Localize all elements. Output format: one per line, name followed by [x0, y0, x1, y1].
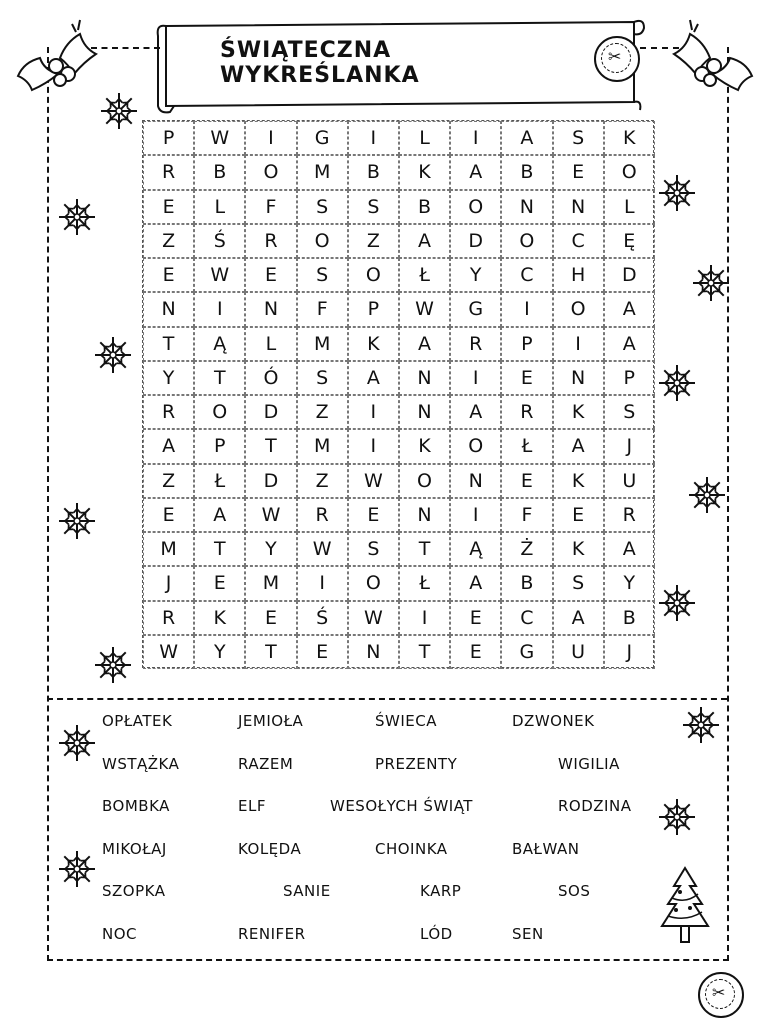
grid-cell: G [501, 635, 552, 669]
grid-cell: O [399, 464, 450, 498]
word-list-item: KOLĘDA [238, 840, 302, 858]
grid-cell: R [143, 155, 194, 189]
grid-cell: O [501, 224, 552, 258]
grid-cell: Ł [399, 258, 450, 292]
grid-cell: Ż [501, 532, 552, 566]
word-list-item: PREZENTY [375, 755, 458, 773]
grid-cell: T [399, 532, 450, 566]
grid-cell: K [399, 155, 450, 189]
grid-cell: W [194, 258, 245, 292]
snowflake-icon [656, 582, 698, 624]
grid-cell: Ł [399, 566, 450, 600]
grid-cell: I [245, 121, 296, 155]
grid-cell: S [604, 395, 655, 429]
grid-cell: E [553, 155, 604, 189]
grid-cell: I [348, 121, 399, 155]
word-list-item: WESOŁYCH ŚWIĄT [330, 797, 473, 815]
word-list-item: BOMBKA [102, 797, 170, 815]
grid-cell: L [604, 190, 655, 224]
grid-cell: K [348, 327, 399, 361]
grid-cell: M [297, 327, 348, 361]
grid-cell: T [245, 635, 296, 669]
grid-cell: E [143, 258, 194, 292]
grid-cell: Ą [194, 327, 245, 361]
grid-cell: N [348, 635, 399, 669]
grid-cell: P [604, 361, 655, 395]
grid-cell: W [297, 532, 348, 566]
grid-cell: J [604, 429, 655, 463]
word-list-item: LÓD [420, 925, 453, 943]
grid-cell: Y [245, 532, 296, 566]
grid-cell: P [348, 292, 399, 326]
grid-cell: N [501, 190, 552, 224]
grid-cell: Z [348, 224, 399, 258]
snowflake-icon [98, 90, 140, 132]
grid-cell: O [450, 429, 501, 463]
grid-cell: Y [194, 635, 245, 669]
word-list-item: ELF [238, 797, 266, 815]
grid-cell: T [143, 327, 194, 361]
word-list-item: CHOINKA [375, 840, 448, 858]
grid-cell: I [348, 429, 399, 463]
grid-cell: L [245, 327, 296, 361]
snowflake-icon [56, 196, 98, 238]
grid-cell: A [399, 224, 450, 258]
grid-cell: M [297, 155, 348, 189]
grid-cell: O [245, 155, 296, 189]
grid-cell: S [297, 258, 348, 292]
grid-cell: Y [143, 361, 194, 395]
grid-cell: C [501, 601, 552, 635]
grid-cell: A [143, 429, 194, 463]
grid-cell: D [245, 395, 296, 429]
grid-cell: A [604, 292, 655, 326]
grid-cell: N [553, 190, 604, 224]
grid-cell: G [450, 292, 501, 326]
grid-cell: A [399, 327, 450, 361]
grid-cell: K [604, 121, 655, 155]
grid-cell: E [501, 361, 552, 395]
grid-cell: I [399, 601, 450, 635]
word-list-item: SOS [558, 882, 591, 900]
grid-cell: A [450, 395, 501, 429]
grid-cell: Ł [501, 429, 552, 463]
grid-cell: Ś [194, 224, 245, 258]
grid-cell: S [553, 566, 604, 600]
grid-cell: E [348, 498, 399, 532]
grid-cell: T [194, 361, 245, 395]
grid-cell: E [245, 258, 296, 292]
snowflake-icon [686, 474, 728, 516]
grid-cell: F [245, 190, 296, 224]
grid-cell: F [297, 292, 348, 326]
grid-cell: N [450, 464, 501, 498]
grid-cell: T [399, 635, 450, 669]
grid-cell: R [604, 498, 655, 532]
grid-cell: I [450, 121, 501, 155]
grid-cell: C [553, 224, 604, 258]
word-list-item: RAZEM [238, 755, 294, 773]
grid-cell: R [501, 395, 552, 429]
grid-cell: E [245, 601, 296, 635]
grid-cell: I [297, 566, 348, 600]
grid-cell: A [604, 327, 655, 361]
snowflake-icon [690, 262, 732, 304]
word-list-item: DZWONEK [512, 712, 595, 730]
snowflake-icon [656, 172, 698, 214]
holly-icon [670, 14, 760, 92]
grid-cell: J [604, 635, 655, 669]
snowflake-icon [656, 796, 698, 838]
grid-cell: Z [143, 464, 194, 498]
word-list-item: JEMIOŁA [238, 712, 304, 730]
grid-cell: Z [143, 224, 194, 258]
grid-cell: B [194, 155, 245, 189]
word-list-item: SZOPKA [102, 882, 166, 900]
grid-cell: Ę [604, 224, 655, 258]
grid-cell: A [348, 361, 399, 395]
grid-cell: K [553, 395, 604, 429]
grid-cell: W [245, 498, 296, 532]
grid-cell: O [297, 224, 348, 258]
grid-cell: P [501, 327, 552, 361]
grid-cell: S [348, 190, 399, 224]
grid-cell: W [348, 601, 399, 635]
grid-cell: J [143, 566, 194, 600]
word-list-item: RODZINA [558, 797, 632, 815]
grid-cell: D [604, 258, 655, 292]
grid-cell: I [348, 395, 399, 429]
word-list-item: MIKOŁAJ [102, 840, 167, 858]
grid-cell: A [604, 532, 655, 566]
grid-cell: Z [297, 395, 348, 429]
grid-cell: K [553, 532, 604, 566]
scissors-logo-icon: ✂ [698, 972, 744, 1018]
grid-cell: Ą [450, 532, 501, 566]
grid-cell: S [297, 190, 348, 224]
grid-cell: O [604, 155, 655, 189]
snowflake-icon [56, 848, 98, 890]
grid-cell: D [245, 464, 296, 498]
word-list-item: WSTĄŻKA [102, 755, 180, 773]
grid-cell: O [194, 395, 245, 429]
grid-cell: Z [297, 464, 348, 498]
scissors-logo-icon: ✂ [594, 36, 640, 82]
grid-cell: K [399, 429, 450, 463]
grid-cell: U [553, 635, 604, 669]
grid-cell: I [450, 361, 501, 395]
grid-cell: D [450, 224, 501, 258]
grid-cell: E [194, 566, 245, 600]
grid-cell: N [143, 292, 194, 326]
grid-cell: E [297, 635, 348, 669]
grid-cell: A [450, 566, 501, 600]
grid-cell: O [553, 292, 604, 326]
grid-cell: E [450, 635, 501, 669]
word-list-item: SANIE [283, 882, 331, 900]
grid-cell: I [194, 292, 245, 326]
grid-cell: L [399, 121, 450, 155]
grid-cell: E [143, 190, 194, 224]
section-divider [47, 698, 727, 700]
grid-cell: P [194, 429, 245, 463]
grid-cell: E [143, 498, 194, 532]
grid-cell: A [553, 429, 604, 463]
word-list-item: SEN [512, 925, 544, 943]
grid-cell: B [501, 155, 552, 189]
grid-cell: U [604, 464, 655, 498]
page-title: ŚWIĄTECZNA WYKREŚLANKA [220, 38, 420, 88]
grid-cell: A [501, 121, 552, 155]
grid-cell: E [553, 498, 604, 532]
grid-cell: S [297, 361, 348, 395]
snowflake-icon [56, 722, 98, 764]
word-list-item: NOC [102, 925, 138, 943]
grid-cell: Ś [297, 601, 348, 635]
snowflake-icon [92, 334, 134, 376]
grid-cell: Ó [245, 361, 296, 395]
snowflake-icon [680, 704, 722, 746]
grid-cell: R [450, 327, 501, 361]
grid-cell: Y [604, 566, 655, 600]
grid-cell: K [553, 464, 604, 498]
grid-cell: F [501, 498, 552, 532]
grid-cell: I [501, 292, 552, 326]
word-search-grid [142, 120, 654, 668]
holly-icon [10, 14, 100, 92]
grid-cell: R [143, 601, 194, 635]
grid-cell: Y [450, 258, 501, 292]
grid-cell: B [604, 601, 655, 635]
grid-cell: R [297, 498, 348, 532]
word-list-item: OPŁATEK [102, 712, 173, 730]
grid-cell: Ł [194, 464, 245, 498]
grid-cell: G [297, 121, 348, 155]
grid-cell: M [245, 566, 296, 600]
grid-cell: K [194, 601, 245, 635]
word-list-item: RENIFER [238, 925, 306, 943]
grid-cell: O [450, 190, 501, 224]
grid-cell: T [194, 532, 245, 566]
grid-cell: I [553, 327, 604, 361]
grid-cell: I [450, 498, 501, 532]
snowflake-icon [656, 362, 698, 404]
grid-cell: R [245, 224, 296, 258]
grid-cell: N [399, 395, 450, 429]
grid-cell: R [143, 395, 194, 429]
grid-cell: H [553, 258, 604, 292]
grid-cell: B [399, 190, 450, 224]
grid-cell: A [450, 155, 501, 189]
grid-cell: M [297, 429, 348, 463]
grid-cell: S [553, 121, 604, 155]
word-list-item: ŚWIECA [375, 712, 437, 730]
grid-cell: O [348, 566, 399, 600]
grid-cell: N [399, 498, 450, 532]
grid-cell: N [553, 361, 604, 395]
grid-cell: A [553, 601, 604, 635]
snowflake-icon [92, 644, 134, 686]
grid-cell: N [245, 292, 296, 326]
grid-cell: C [501, 258, 552, 292]
grid-cell: B [501, 566, 552, 600]
grid-cell: W [399, 292, 450, 326]
grid-cell: E [450, 601, 501, 635]
snowflake-icon [56, 500, 98, 542]
grid-cell: O [348, 258, 399, 292]
grid-cell: P [143, 121, 194, 155]
grid-cell: W [348, 464, 399, 498]
christmas-tree-icon [656, 864, 714, 946]
grid-cell: N [399, 361, 450, 395]
grid-cell: A [194, 498, 245, 532]
grid-cell: B [348, 155, 399, 189]
grid-cell: M [143, 532, 194, 566]
grid-cell: E [501, 464, 552, 498]
grid-cell: S [348, 532, 399, 566]
word-list-item: WIGILIA [558, 755, 620, 773]
grid-cell: W [194, 121, 245, 155]
grid-cell: W [143, 635, 194, 669]
grid-cell: L [194, 190, 245, 224]
word-list-item: BAŁWAN [512, 840, 580, 858]
word-list-item: KARP [420, 882, 462, 900]
grid-cell: T [245, 429, 296, 463]
